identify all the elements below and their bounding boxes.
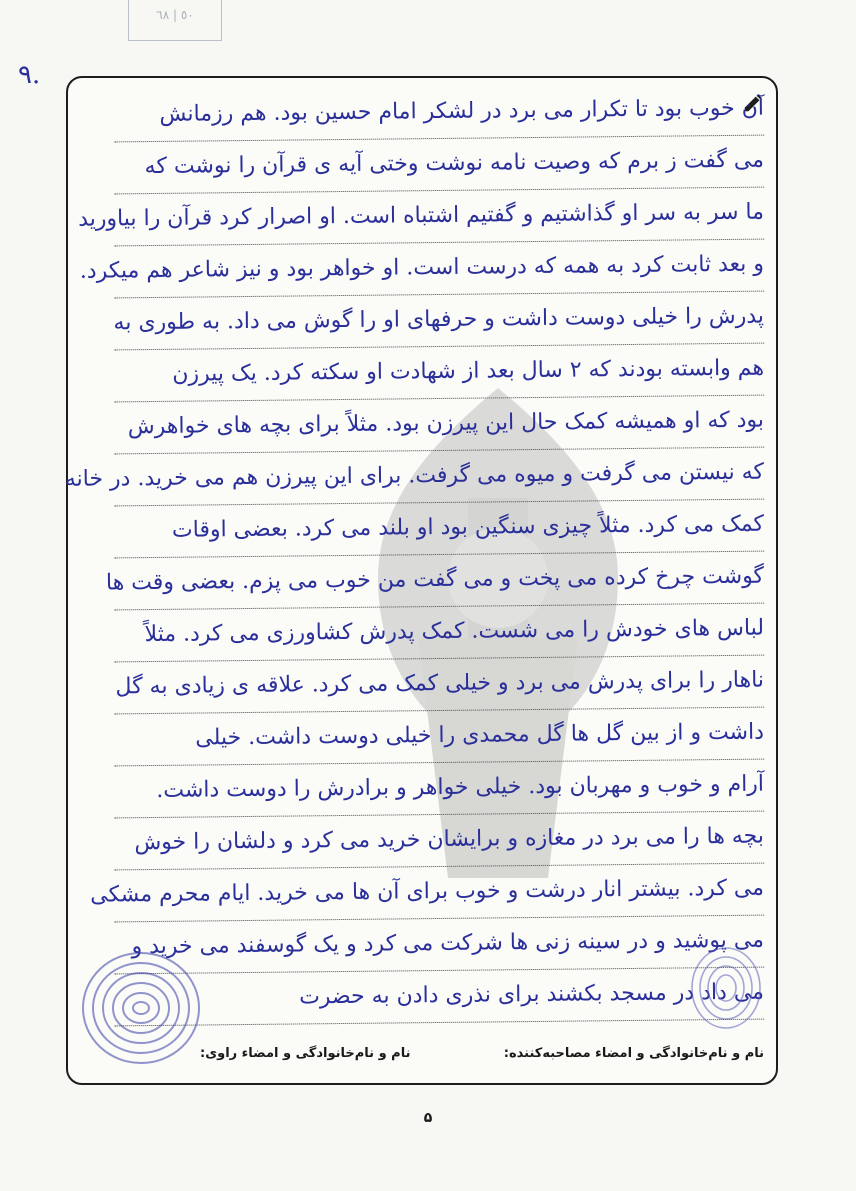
page-number: ۵ — [423, 1110, 433, 1126]
margin-number: ۹. — [18, 60, 41, 90]
narrator-signature-label: نام و نام‌خانوادگی و امضاء راوی: — [200, 1046, 411, 1061]
text-line: کمک می کرد. مثلاً چیزی سنگین بود او بلند می کرد. بعضی اوقات — [114, 499, 765, 559]
text-line: لباس های خودش را می شست. کمک پدرش کشاورزی می کرد. مثلاً — [114, 603, 765, 663]
text-line: آرام و خوب و مهربان بود. خیلی خواهر و برادرش را دوست داشت. — [114, 759, 765, 819]
text-line: می گفت ز برم که وصیت نامه نوشت وختی آیه ی قرآن را نوشت که — [114, 135, 765, 195]
page-frame — [66, 76, 778, 1085]
text-line: ناهار را برای پدرش می برد و خیلی کمک می کرد. علاقه ی زیادی به گل — [114, 655, 765, 715]
handwritten-lines — [64, 78, 776, 1083]
text-line: می کرد. بیشتر انار درشت و خوب برای آن ها می خرید. ایام محرم مشکی — [114, 863, 765, 923]
text-line: گوشت چرخ کرده می پخت و می گفت من خوب می پزم. بعضی وقت ها — [114, 551, 765, 611]
fingerprint-right — [686, 943, 766, 1033]
archive-stamp-text: ٥٠ | ٦٨ — [156, 8, 194, 22]
interviewer-signature-label: نام و نام‌خانوادگی و امضاء مصاحبه‌کننده: — [503, 1046, 764, 1061]
text-line: بچه ها را می برد در مغازه و برایشان خرید می کرد و دلشان را خوش — [114, 811, 765, 871]
text-line: می داد در مسجد بکشند برای نذری دادن به حضرت — [114, 967, 765, 1027]
text-line: داشت و از بین گل ها گل محمدی را خیلی دوست داشت. خیلی — [114, 707, 765, 767]
text-line: هم وابسته بودند که ۲ سال بعد از شهادت او سکته کرد. یک پیرزن — [114, 343, 765, 403]
text-line: ما سر به سر او گذاشتیم و گفتیم اشتباه است. او اصرار کرد قرآن را بیاورید — [114, 187, 765, 247]
text-line: و بعد ثابت کرد به همه که درست است. او خواهر بود و نیز شاعر هم میکرد. — [114, 239, 765, 299]
text-line: بود که او همیشه کمک حال این پیرزن بود. مثلاً برای بچه های خواهرش — [114, 395, 765, 455]
text-line: آن خوب بود تا تکرار می برد در لشکر امام حسین بود. هم رزمانش — [114, 83, 765, 143]
text-line: که نیستن می گرفت و میوه می گرفت. برای این پیرزن هم می خرید. در خانه — [114, 447, 765, 507]
text-line: می پوشید و در سینه زنی ها شرکت می کرد و یک گوسفند می خرید و — [114, 915, 765, 975]
archive-stamp — [128, 0, 222, 41]
signature-footer — [68, 1038, 776, 1074]
text-line: پدرش را خیلی دوست داشت و حرفهای او را گوش می داد. به طوری به — [114, 291, 765, 351]
